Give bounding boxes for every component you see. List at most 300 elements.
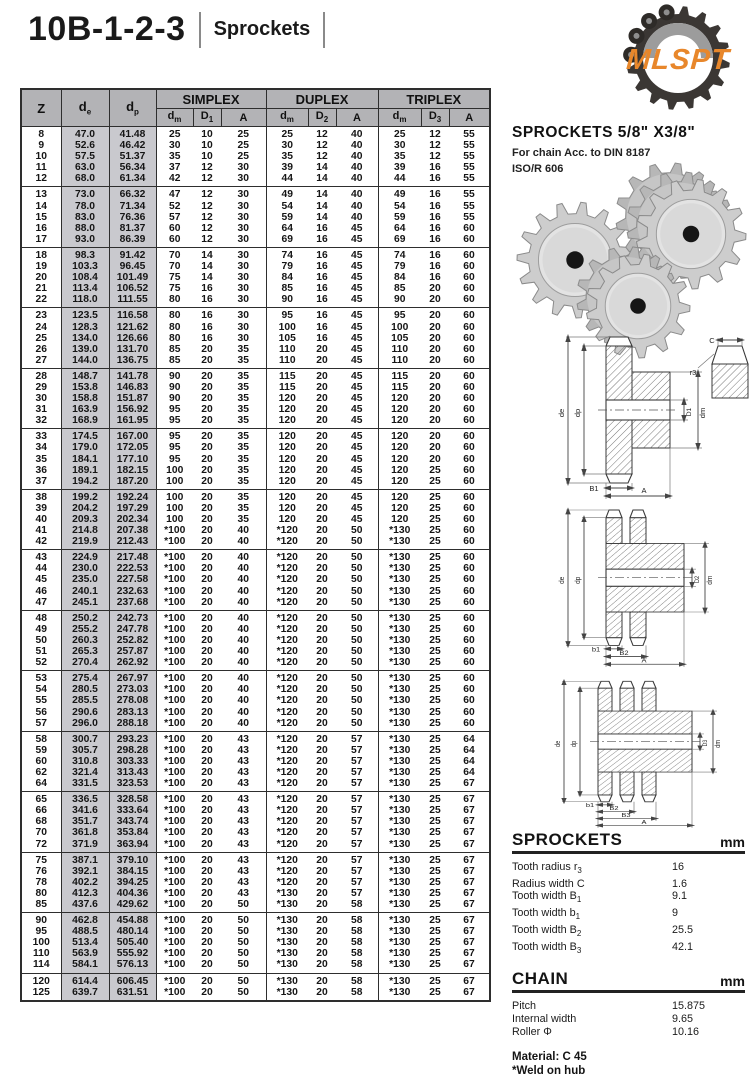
table-cell: 20 — [316, 673, 328, 685]
table-cell: 80 — [156, 322, 193, 333]
table-cell: 27 — [35, 354, 47, 366]
table-cell: *100 — [156, 805, 193, 816]
table-cell: 20 — [316, 536, 328, 548]
table-cell: 67 — [463, 854, 475, 866]
table-cell: *120 — [266, 635, 308, 646]
table-cell: 85 — [378, 283, 421, 294]
table-cell: 120 — [378, 514, 421, 525]
table-cell: 95 — [156, 442, 193, 453]
table-cell: *100 — [156, 937, 193, 948]
table-cell: 61.34 — [109, 173, 156, 187]
table-cell: 197.29 — [109, 503, 156, 514]
table-cell: 151.87 — [109, 393, 156, 404]
table-cell: 10 — [201, 151, 213, 163]
table-cell: 25 — [429, 838, 441, 850]
table-cell: 12 — [201, 162, 213, 174]
table-cell: 64 — [463, 744, 475, 756]
table-cell: 20 — [316, 475, 328, 487]
table-cell: 16 — [316, 321, 328, 333]
table-cell: 64 — [463, 733, 475, 745]
table-cell: 333.64 — [109, 805, 156, 816]
table-cell: 43 — [237, 778, 249, 790]
table-cell: 45 — [351, 415, 363, 427]
table-cell: 95 — [156, 429, 193, 443]
table-cell: 19 — [35, 261, 47, 273]
table-cell: 71.34 — [109, 201, 156, 212]
table-cell: 20 — [316, 733, 328, 745]
table-cell: 60 — [463, 272, 475, 284]
table-cell: 35 — [237, 464, 249, 476]
table-cell: 18 — [35, 249, 47, 261]
table-cell: 20 — [201, 744, 213, 756]
table-cell: 57 — [351, 744, 363, 756]
dim-label-dm: dm — [714, 739, 723, 748]
table-cell: *120 — [266, 745, 308, 756]
table-cell: 16 — [201, 321, 213, 333]
table-cell: 25 — [429, 563, 441, 575]
table-cell: 60 — [463, 415, 475, 427]
table-cell: *100 — [156, 888, 193, 899]
table-cell: 298.28 — [109, 745, 156, 756]
table-cell: 101.49 — [109, 272, 156, 283]
table-cell: *120 — [266, 839, 308, 853]
table-cell: 379.10 — [109, 852, 156, 866]
table-cell: 245.1 — [61, 597, 109, 611]
table-cell: *130 — [378, 913, 421, 927]
table-cell: 20 — [201, 657, 213, 669]
table-cell: 100 — [156, 503, 193, 514]
table-cell: 120 — [266, 454, 308, 465]
table-cell: 328.58 — [109, 792, 156, 806]
table-cell: 305.7 — [61, 745, 109, 756]
table-cell: 46 — [35, 585, 47, 597]
table-cell: 250.2 — [61, 610, 109, 624]
spec-label: Radius width C — [512, 877, 585, 890]
table-cell: 25 — [429, 717, 441, 729]
table-cell: 50 — [237, 937, 249, 949]
table-cell: 20 — [201, 778, 213, 790]
dim-label-dp: dp — [570, 740, 579, 748]
table-cell: 16 — [429, 233, 441, 245]
table-cell: 40 — [237, 657, 249, 669]
table-cell: 20 — [201, 959, 213, 971]
table-cell: *120 — [266, 563, 308, 574]
table-cell: *130 — [378, 745, 421, 756]
table-row — [21, 404, 490, 415]
table-cell: 47.0 — [61, 127, 109, 141]
table-row — [21, 937, 490, 948]
table-cell: 35 — [237, 431, 249, 443]
table-cell: 40 — [351, 173, 363, 185]
table-cell: 60 — [463, 404, 475, 416]
table-cell: 20 — [316, 744, 328, 756]
table-cell: 60 — [463, 684, 475, 696]
table-cell: 131.70 — [109, 344, 156, 355]
table-row — [21, 140, 490, 151]
table-cell: *100 — [156, 707, 193, 718]
table-cell: 300.7 — [61, 731, 109, 745]
table-cell: 35 — [237, 343, 249, 355]
table-cell: *130 — [378, 597, 421, 611]
table-cell: 10 — [35, 151, 47, 163]
table-cell: 67 — [463, 778, 475, 790]
table-row — [21, 536, 490, 550]
table-cell: 25 — [429, 491, 441, 503]
brand-logo — [608, 2, 748, 82]
table-cell: 12 — [201, 222, 213, 234]
table-cell: 148.7 — [61, 368, 109, 382]
table-cell: 70 — [35, 827, 47, 839]
table-cell: 20 — [316, 525, 328, 537]
table-cell: *130 — [266, 948, 308, 959]
table-cell: 85 — [156, 344, 193, 355]
divider — [199, 12, 201, 48]
table-cell: 584.1 — [61, 959, 109, 973]
table-cell: 20 — [429, 310, 441, 322]
table-cell: 35 — [266, 151, 308, 162]
table-cell: 35 — [237, 514, 249, 525]
table-cell: 513.4 — [61, 937, 109, 948]
table-cell: 90 — [156, 393, 193, 404]
table-cell: 65 — [35, 794, 47, 806]
table-cell: 293.23 — [109, 731, 156, 745]
spec-value: 16 — [672, 861, 685, 873]
table-row — [21, 162, 490, 173]
table-cell: 30 — [237, 173, 249, 185]
table-cell: 25 — [237, 140, 249, 152]
table-cell: 114 — [32, 959, 50, 971]
table-row — [21, 877, 490, 888]
table-cell: 20 — [316, 574, 328, 586]
table-row — [21, 563, 490, 574]
logo-text: MLSPT — [625, 44, 731, 76]
table-cell: 50 — [351, 552, 363, 564]
table-cell: 45 — [351, 343, 363, 355]
table-cell: 12 — [429, 140, 441, 152]
dim-label-D2: D2 — [694, 575, 702, 583]
table-cell: 67 — [463, 887, 475, 899]
table-cell: *130 — [266, 913, 308, 927]
table-cell: 20 — [316, 453, 328, 465]
table-cell: *100 — [156, 987, 193, 1001]
table-cell: *130 — [378, 778, 421, 792]
table-row — [21, 635, 490, 646]
table-cell: *130 — [378, 852, 421, 866]
column-header: $d_p$ — [109, 89, 156, 127]
table-cell: 78.0 — [61, 201, 109, 212]
table-cell: 44 — [35, 563, 47, 575]
table-cell: 67 — [463, 915, 475, 927]
table-cell: *130 — [378, 973, 421, 987]
table-cell: 25 — [429, 514, 441, 525]
table-cell: 20 — [429, 431, 441, 443]
table-cell: 39 — [378, 162, 421, 173]
table-cell: 90 — [35, 915, 47, 927]
table-cell: 156.92 — [109, 404, 156, 415]
table-row — [21, 476, 490, 490]
table-cell: 35 — [237, 453, 249, 465]
table-cell: 62 — [35, 766, 47, 778]
column-header: $D_1$ — [193, 109, 221, 127]
table-cell: 16 — [201, 332, 213, 344]
table-cell: 20 — [316, 612, 328, 624]
spec-label: Tooth width $b_1$ — [512, 907, 581, 922]
table-cell: 20 — [316, 805, 328, 817]
table-cell: 60 — [463, 552, 475, 564]
table-cell: 45 — [351, 393, 363, 405]
table-cell: 20 — [316, 838, 328, 850]
table-cell: 20 — [201, 887, 213, 899]
table-cell: *120 — [266, 536, 308, 550]
table-cell: 639.7 — [61, 987, 109, 1001]
table-cell: 35 — [237, 415, 249, 427]
table-row — [21, 234, 490, 248]
table-cell: 105 — [378, 333, 421, 344]
table-cell: 54 — [266, 201, 308, 212]
table-row — [21, 684, 490, 695]
table-cell: 57 — [351, 755, 363, 767]
table-cell: 40 — [237, 717, 249, 729]
table-row — [21, 344, 490, 355]
spec-label: Internal width — [512, 1012, 577, 1025]
table-cell: 16 — [429, 261, 441, 273]
table-cell: 70 — [156, 247, 193, 261]
table-cell: 25 — [266, 127, 308, 141]
table-cell: 20 — [201, 453, 213, 465]
table-row — [21, 283, 490, 294]
column-header: SIMPLEX — [156, 89, 266, 109]
dim-label-C: C — [709, 336, 715, 345]
table-cell: 35 — [237, 370, 249, 382]
table-cell: 20 — [316, 491, 328, 503]
table-cell: 118.0 — [61, 294, 109, 308]
table-cell: 76.36 — [109, 212, 156, 223]
table-cell: 20 — [316, 415, 328, 427]
table-cell: 22 — [35, 294, 47, 306]
table-cell: *120 — [266, 610, 308, 624]
table-cell: 43 — [237, 838, 249, 850]
table-cell: 110 — [32, 948, 50, 960]
table-cell: 45 — [351, 475, 363, 487]
table-cell: 20 — [316, 948, 328, 960]
table-cell: 16 — [429, 173, 441, 185]
table-cell: 76 — [35, 865, 47, 877]
table-cell: 12 — [316, 129, 328, 140]
table-cell: 95 — [156, 415, 193, 429]
table-cell: 285.5 — [61, 695, 109, 706]
table-row — [21, 574, 490, 585]
table-cell: 217.48 — [109, 550, 156, 564]
spec-value: 9.65 — [672, 1012, 694, 1025]
table-cell: 52.6 — [61, 140, 109, 151]
table-cell: 58 — [351, 948, 363, 960]
table-cell: 387.1 — [61, 852, 109, 866]
table-cell: 80 — [156, 294, 193, 308]
table-row — [21, 201, 490, 212]
table-cell: 296.0 — [61, 718, 109, 732]
table-cell: 20 — [316, 393, 328, 405]
table-cell: 303.33 — [109, 756, 156, 767]
table-row — [21, 355, 490, 369]
table-cell: 275.4 — [61, 671, 109, 685]
table-cell: 120 — [378, 454, 421, 465]
table-cell: 16 — [316, 272, 328, 284]
table-row — [21, 454, 490, 465]
table-cell: 20 — [201, 948, 213, 960]
table-cell: 52 — [156, 201, 193, 212]
row-group — [21, 127, 490, 187]
dim-label-D1: D1 — [686, 407, 693, 417]
table-cell: 55 — [463, 162, 475, 174]
table-cell: 20 — [316, 854, 328, 866]
table-cell: 100 — [266, 322, 308, 333]
dim-label-A: A — [641, 819, 647, 826]
table-cell: 55 — [463, 211, 475, 223]
table-cell: 20 — [201, 491, 213, 503]
table-cell: 174.5 — [61, 429, 109, 443]
table-cell: 20 — [201, 706, 213, 718]
diagram-duplex-cross-section — [552, 504, 752, 672]
table-cell: 121.62 — [109, 322, 156, 333]
table-cell: 30 — [237, 283, 249, 295]
table-cell: 20 — [201, 475, 213, 487]
table-cell: *100 — [156, 586, 193, 597]
table-cell: 20 — [201, 838, 213, 850]
table-cell: 67 — [463, 865, 475, 877]
table-cell: 45 — [351, 514, 363, 525]
table-cell: *120 — [266, 657, 308, 671]
table-cell: 20 — [316, 887, 328, 899]
table-cell: 25 — [35, 332, 47, 344]
table-cell: 25 — [429, 657, 441, 669]
table-cell: 363.94 — [109, 839, 156, 853]
table-cell: *120 — [266, 827, 308, 838]
table-cell: 25 — [429, 502, 441, 514]
table-cell: 30 — [237, 249, 249, 261]
table-cell: 43 — [237, 887, 249, 899]
table-row — [21, 187, 490, 201]
table-row — [21, 816, 490, 827]
table-cell: 20 — [201, 684, 213, 696]
table-cell: 16 — [316, 233, 328, 245]
table-cell: 50 — [237, 986, 249, 998]
spec-row — [512, 861, 745, 878]
table-cell: 25 — [378, 127, 421, 141]
table-cell: *100 — [156, 816, 193, 827]
table-cell: 353.84 — [109, 827, 156, 838]
table-cell: 20 — [429, 332, 441, 344]
spec-unit: mm — [720, 834, 745, 850]
table-cell: 67 — [463, 838, 475, 850]
table-cell: 74 — [266, 247, 308, 261]
table-cell: 20 — [429, 415, 441, 427]
table-cell: 55 — [463, 151, 475, 163]
table-cell: 64 — [463, 766, 475, 778]
table-cell: 202.34 — [109, 514, 156, 525]
table-cell: 480.14 — [109, 926, 156, 937]
table-cell: 120 — [266, 393, 308, 404]
table-cell: 57 — [351, 816, 363, 828]
table-cell: 67 — [463, 986, 475, 998]
spec-value: 9.1 — [672, 890, 688, 903]
table-cell: 20 — [316, 657, 328, 669]
table-cell: 57 — [351, 854, 363, 866]
table-cell: 100 — [156, 489, 193, 503]
table-cell: 46.42 — [109, 140, 156, 151]
table-cell: *100 — [156, 827, 193, 838]
table-cell: 45 — [351, 233, 363, 245]
table-cell: 91.42 — [109, 247, 156, 261]
table-cell: *100 — [156, 610, 193, 624]
table-cell: 53 — [35, 673, 47, 685]
spec-label: Tooth width $B_1$ — [512, 890, 582, 905]
table-cell: 75 — [156, 283, 193, 294]
table-cell: 25 — [429, 755, 441, 767]
table-cell: 108.4 — [61, 272, 109, 283]
table-cell: 20 — [316, 381, 328, 393]
table-cell: 88.0 — [61, 223, 109, 234]
table-cell: *130 — [378, 866, 421, 877]
table-cell: *120 — [266, 586, 308, 597]
table-cell: 20 — [201, 766, 213, 778]
spec-label: Tooth radius $r_3$ — [512, 861, 582, 876]
table-cell: *130 — [378, 839, 421, 853]
table-cell: 20 — [316, 794, 328, 806]
table-cell: 25 — [429, 744, 441, 756]
table-cell: 11 — [35, 162, 47, 174]
table-cell: 68 — [35, 816, 47, 828]
table-cell: 20 — [201, 442, 213, 454]
table-cell: *130 — [378, 536, 421, 550]
table-row — [21, 852, 490, 866]
table-cell: 106.52 — [109, 283, 156, 294]
table-cell: 219.9 — [61, 536, 109, 550]
table-cell: 20 — [316, 502, 328, 514]
table-cell: *130 — [378, 635, 421, 646]
table-cell: 67 — [463, 926, 475, 938]
table-cell: 30 — [378, 140, 421, 151]
table-row — [21, 913, 490, 927]
table-cell: 45 — [351, 370, 363, 382]
table-cell: *120 — [266, 852, 308, 866]
table-cell: 20 — [201, 634, 213, 646]
table-cell: 25 — [429, 805, 441, 817]
table-cell: 35 — [237, 381, 249, 393]
table-cell: 235.0 — [61, 574, 109, 585]
table-cell: 59 — [378, 212, 421, 223]
table-cell: 80 — [156, 333, 193, 344]
table-cell: 60 — [463, 502, 475, 514]
table-cell: 9 — [38, 140, 45, 152]
dim-label-dm: dm — [698, 407, 707, 419]
table-cell: *130 — [266, 959, 308, 973]
table-cell: *130 — [378, 586, 421, 597]
table-cell: *130 — [266, 926, 308, 937]
table-cell: 32 — [35, 415, 47, 427]
table-cell: 57 — [351, 827, 363, 839]
table-row — [21, 151, 490, 162]
table-cell: 25 — [429, 778, 441, 790]
table-cell: 267.97 — [109, 671, 156, 685]
table-cell: 30 — [156, 140, 193, 151]
table-cell: 125 — [32, 986, 50, 998]
table-cell: 20 — [201, 986, 213, 998]
table-cell: 69 — [378, 234, 421, 248]
table-cell: 38 — [35, 491, 47, 503]
table-cell: 20 — [201, 393, 213, 405]
table-cell: *100 — [156, 913, 193, 927]
table-cell: 25 — [429, 475, 441, 487]
